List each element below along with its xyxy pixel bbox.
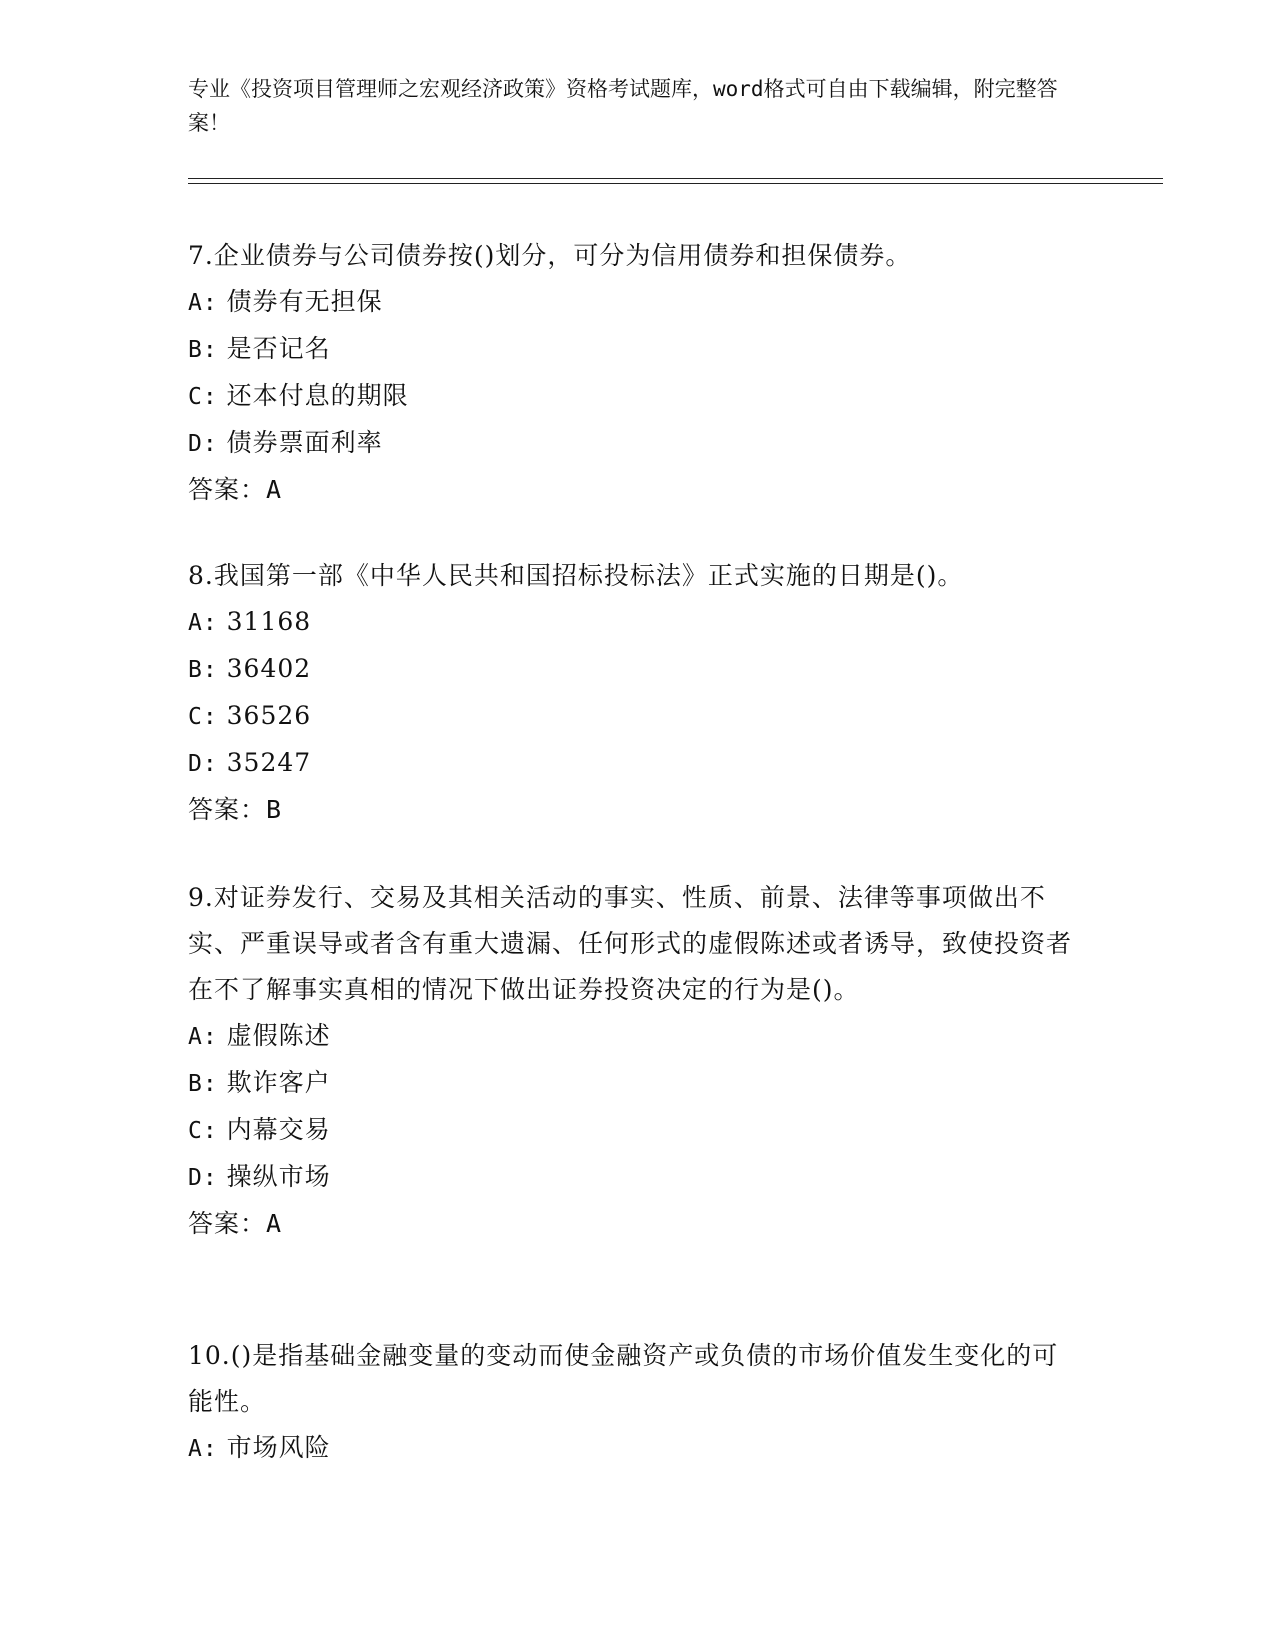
option-letter: D: xyxy=(188,751,218,777)
option-text: 债券有无担保 xyxy=(226,287,383,316)
answer-line xyxy=(188,787,1078,833)
option-text: 欺诈客户 xyxy=(226,1068,331,1097)
option-letter: A: xyxy=(188,1024,218,1050)
option-letter: D: xyxy=(188,431,218,457)
option-text: 36402 xyxy=(226,654,312,683)
option-b xyxy=(188,646,1078,693)
option-a xyxy=(188,279,1078,326)
option-text: 虚假陈述 xyxy=(226,1021,331,1050)
option-d xyxy=(188,420,1078,467)
document-header: 专业《投资项目管理师之宏观经济政策》资格考试题库，word格式可自由下载编辑，附完整答案！ xyxy=(188,77,1058,135)
option-text: 债券票面利率 xyxy=(226,428,383,457)
option-b xyxy=(188,326,1078,373)
option-text: 还本付息的期限 xyxy=(226,381,409,410)
option-c xyxy=(188,693,1078,740)
option-text: 操纵市场 xyxy=(226,1162,331,1191)
option-a xyxy=(188,599,1078,646)
question-stem: 10.()是指基础金融变量的变动而使金融资产或负债的市场价值发生变化的可能性。 xyxy=(188,1341,1059,1416)
question-stem: 8.我国第一部《中华人民共和国招标投标法》正式实施的日期是()。 xyxy=(188,561,964,590)
option-c xyxy=(188,373,1078,420)
question-8 xyxy=(188,553,1078,833)
option-letter: C: xyxy=(188,704,218,730)
answer-label: 答案： xyxy=(188,1209,267,1238)
header-divider-line-secondary xyxy=(188,183,1163,184)
question-10 xyxy=(188,1333,1078,1472)
option-a xyxy=(188,1013,1078,1060)
option-text: 31168 xyxy=(226,607,312,636)
option-text: 内幕交易 xyxy=(226,1115,331,1144)
answer-value: A xyxy=(266,1209,283,1238)
option-letter: C: xyxy=(188,1118,218,1144)
option-text: 是否记名 xyxy=(226,334,331,363)
option-letter: A: xyxy=(188,610,218,636)
header-divider-line xyxy=(188,178,1163,179)
option-letter: B: xyxy=(188,1071,218,1097)
option-a xyxy=(188,1425,1078,1472)
option-c xyxy=(188,1107,1078,1154)
option-letter: B: xyxy=(188,657,218,683)
option-letter: D: xyxy=(188,1165,218,1191)
answer-label: 答案： xyxy=(188,795,267,824)
answer-value: B xyxy=(266,795,283,824)
question-9 xyxy=(188,875,1078,1247)
option-letter: A: xyxy=(188,290,218,316)
question-7 xyxy=(188,233,1078,513)
option-letter: C: xyxy=(188,384,218,410)
option-letter: A: xyxy=(188,1436,218,1462)
option-text: 36526 xyxy=(226,701,312,730)
option-b xyxy=(188,1060,1078,1107)
answer-value: A xyxy=(266,475,283,504)
option-text: 35247 xyxy=(226,748,312,777)
answer-line xyxy=(188,467,1078,513)
question-stem: 7.企业债券与公司债券按()划分，可分为信用债券和担保债券。 xyxy=(188,241,912,270)
option-text: 市场风险 xyxy=(226,1433,331,1462)
answer-label: 答案： xyxy=(188,475,267,504)
option-d xyxy=(188,1154,1078,1201)
question-stem: 9.对证券发行、交易及其相关活动的事实、性质、前景、法律等事项做出不实、严重误导或者含有重大遗漏、任何形式的虚假陈述或者诱导，致使投资者在不了解事实真相的情况下做出证券投资决定的行为是()。 xyxy=(188,883,1073,1004)
answer-line xyxy=(188,1201,1078,1247)
option-d xyxy=(188,740,1078,787)
option-letter: B: xyxy=(188,337,218,363)
